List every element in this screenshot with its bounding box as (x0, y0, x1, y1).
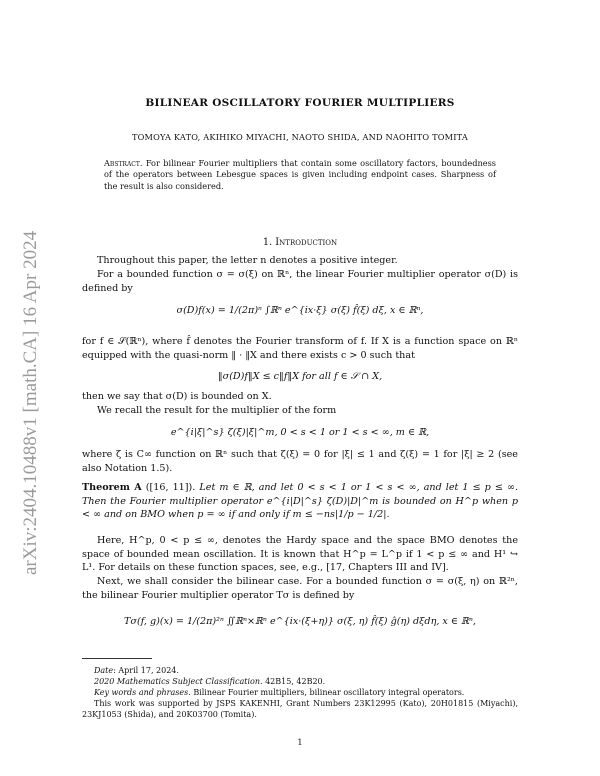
paragraph-1: Throughout this paper, the letter n denotes a positive integer. (97, 255, 398, 266)
paragraph-3: for f ∈ 𝒮(ℝⁿ), where f̂ denotes the Fourier transform of f. If X is a function space on ℝⁿ equipped with the quasi-norm ‖ · ‖X and there exists c > 0 such that (82, 336, 518, 361)
footnote-msc (82, 676, 518, 687)
theorem-refs: ([16, 11]). (145, 482, 196, 493)
msc-label: 2020 Mathematics Subject Classification. (94, 677, 263, 686)
abstract-label: Abstract. (104, 158, 143, 168)
keywords-value: Bilinear Fourier multipliers, bilinear oscillatory integral operators. (193, 688, 465, 697)
paragraph-4: then we say that σ(D) is bounded on X. (82, 391, 272, 402)
equation-linear-multiplier: σ(D)f(x) = 1/(2π)ⁿ ∫ℝⁿ e^{ix·ξ} σ(ξ) f̂(ξ) dξ, x ∈ ℝⁿ, (176, 305, 424, 316)
section-heading: 1. Introduction (262, 237, 338, 248)
footnote-rule (82, 658, 152, 659)
footnote-keywords (82, 687, 518, 698)
paragraph-7: Here, H^p, 0 < p ≤ ∞, denotes the Hardy space and the space BMO denotes the space of bounded mean oscillation. It is known that H^p = L^p if 1 < p ≤ ∞ and H¹ ↪ L¹. For details on these function spaces, see, e.g., [17, Chapters III and IV]. (82, 535, 518, 573)
paragraph-2: For a bounded function σ = σ(ξ) on ℝⁿ, the linear Fourier multiplier operator σ(D) is defined by (82, 269, 518, 294)
paper-title: BILINEAR OSCILLATORY FOURIER MULTIPLIERS (145, 97, 455, 109)
date-value: April 17, 2024. (118, 666, 179, 675)
paragraph-8: Next, we shall consider the bilinear case. For a bounded function σ = σ(ξ, η) on ℝ²ⁿ, the bilinear Fourier multiplier operator Tσ is defined by (82, 576, 518, 601)
date-label: Date (94, 666, 114, 675)
equation-boundedness: ‖σ(D)f‖X ≤ c‖f‖X for all f ∈ 𝒮 ∩ X, (217, 371, 383, 382)
footnote-support: This work was supported by JSPS KAKENHI, Grant Numbers 23K12995 (Kato), 20H01815 (Miyachi), 23KJ1053 (Shida), and 20K03700 (Tomita). (82, 699, 518, 719)
equation-bilinear-multiplier: Tσ(f, g)(x) = 1/(2π)²ⁿ ∬ℝⁿ×ℝⁿ e^{ix·(ξ+η)} σ(ξ, η) f̂(ξ) ĝ(η) dξdη, x ∈ ℝⁿ, (124, 616, 476, 627)
paragraph-5: We recall the result for the multiplier of the form (97, 405, 337, 416)
abstract-text: For bilinear Fourier multipliers that contain some oscillatory factors, boundedness of the operators between Lebesgue spaces is given including endpoint cases. Sharpness of the result is also considered. (104, 158, 497, 191)
arxiv-identifier-stamp (14, 165, 44, 575)
equation-oscillatory-multiplier: e^{i|ξ|^s} ζ(ξ)|ξ|^m, 0 < s < 1 or 1 < s < ∞, m ∈ ℝ, (170, 427, 430, 438)
footnote-date: Date: April 17, 2024. (94, 666, 179, 675)
abstract (104, 158, 496, 192)
paper-authors: TOMOYA KATO, AKIHIKO MIYACHI, NAOTO SHIDA, AND NAOHITO TOMITA (131, 132, 469, 142)
page-number: 1 (297, 738, 303, 748)
msc-value: 42B15, 42B20. (265, 677, 326, 686)
theorem-label: Theorem A (82, 482, 142, 493)
theorem-statement: Let m ∈ ℝ, and let 0 < s < 1 or 1 < s < ∞, and let 1 ≤ p ≤ ∞. Then the Fourier multiplier operator e^{i|D|^s} ζ(D)|D|^m is bounded on H^p when p < ∞ and on BMO when p = ∞ if and only if m ≤ −ns|1/p − 1/2|. (82, 482, 518, 520)
keywords-label: Key words and phrases. (94, 688, 191, 697)
paragraph-6: where ζ is C∞ function on ℝⁿ such that ζ(ξ) = 0 for |ξ| ≤ 1 and ζ(ξ) = 1 for |ξ| ≥ 2 (see also Notation 1.5). (82, 449, 518, 474)
theorem-a (82, 481, 518, 522)
arxiv-id: arXiv:2404.10488v1 [math.CA] 16 Apr 2024 (20, 230, 41, 575)
